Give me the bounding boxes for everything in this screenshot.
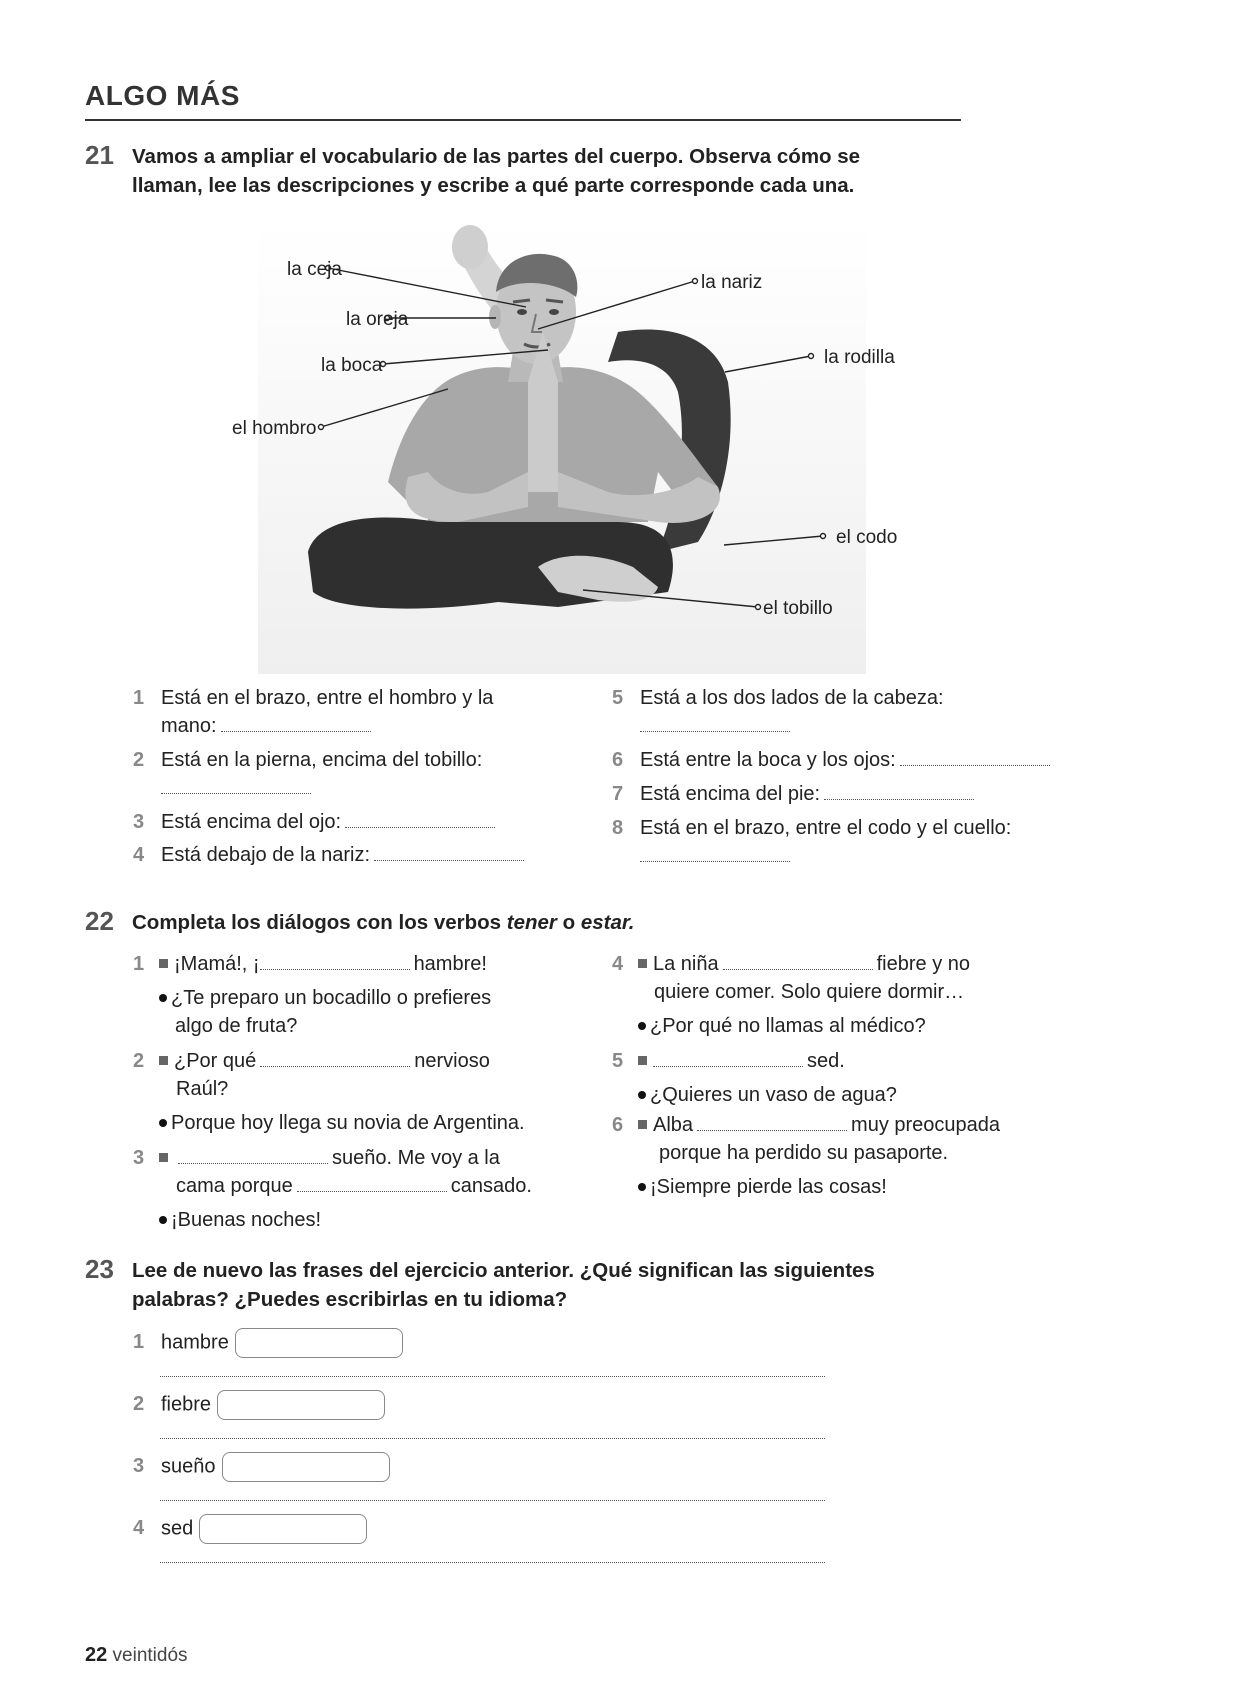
exercise-23-instruction-line2: palabras? ¿Puedes escribirlas en tu idioma?: [132, 1288, 568, 1311]
body-parts-photo: [232, 222, 898, 674]
ex21-item-2: 2 Está en la pierna, encima del tobillo:: [133, 746, 573, 802]
exercise-23-instruction-line1: Lee de nuevo las frases del ejercicio anterior. ¿Qué significan las siguientes: [132, 1259, 875, 1282]
exercise-22-number: 22: [85, 906, 114, 936]
ex23-item-4: 4 sed: [133, 1514, 367, 1544]
ex23-box-4[interactable]: [199, 1514, 367, 1544]
dialogue-4: 4 La niña fiebre y no quiere comer. Solo quiere dormir… ¿Por qué no llamas al médico?: [612, 953, 971, 1037]
ex21-answer-7[interactable]: [824, 799, 974, 800]
speaker-b-marker: [638, 1183, 646, 1191]
dialogue-1: 1 ¡Mamá!, ¡ hambre! ¿Te preparo un bocadillo o prefieres algo de fruta?: [133, 953, 492, 1037]
ex21-answer-1[interactable]: [221, 731, 371, 732]
exercise-23-number: 23: [85, 1254, 114, 1284]
exercise-21-instruction-line2: llaman, lee las descripciones y escribe a qué parte corresponde cada una.: [132, 174, 855, 197]
ex22-blank-3[interactable]: [178, 1163, 328, 1164]
exercise-21-instruction-line1: Vamos a ampliar el vocabulario de las partes del cuerpo. Observa cómo se: [132, 145, 861, 168]
label-el-tobillo: el tobillo: [763, 598, 833, 619]
ex23-item-1: 1 hambre: [133, 1328, 403, 1358]
ex23-answer-line-2[interactable]: [160, 1438, 825, 1439]
section-title: ALGO MÁS: [85, 80, 240, 111]
label-la-ceja: la ceja: [287, 259, 342, 280]
ex21-answer-3[interactable]: [345, 827, 495, 828]
page-footer: [85, 1644, 188, 1667]
exercise-22-instruction: Completa los diálogos con los verbos tener o estar.: [132, 911, 635, 934]
speaker-a-marker: [638, 959, 647, 968]
dialogue-5: 5 sed. ¿Quieres un vaso de agua?: [612, 1050, 897, 1106]
title-divider: [85, 119, 961, 121]
ex21-item-5: 5 Está a los dos lados de la cabeza:: [612, 684, 1082, 740]
ex21-item-7: 7 Está encima del pie:: [612, 780, 1082, 808]
dialogue-2: 2 ¿Por qué nervioso Raúl? Porque hoy llega su novia de Argentina.: [133, 1050, 525, 1134]
ex21-answer-4[interactable]: [374, 860, 524, 861]
ex21-answer-5[interactable]: [640, 731, 790, 732]
label-la-nariz: la nariz: [701, 272, 763, 293]
ex23-box-3[interactable]: [222, 1452, 390, 1482]
ex21-answer-6[interactable]: [900, 765, 1050, 766]
exercise-21-instruction: [132, 142, 860, 200]
dialogue-3: 3 sueño. Me voy a la cama porque cansado. ¡Buenas noches!: [133, 1147, 532, 1231]
ex21-item-3: 3 Está encima del ojo:: [133, 808, 573, 836]
ex22-blank-6[interactable]: [653, 1066, 803, 1067]
label-la-oreja: la oreja: [346, 309, 409, 330]
ex21-item-6: 6 Está entre la boca y los ojos:: [612, 746, 1082, 774]
speaker-a-marker: [159, 1153, 168, 1162]
label-el-hombro: el hombro: [232, 418, 317, 439]
ex23-answer-line-1[interactable]: [160, 1376, 825, 1377]
ex23-answer-line-4[interactable]: [160, 1562, 825, 1563]
speaker-a-marker: [159, 1056, 168, 1065]
ex21-answer-8[interactable]: [640, 861, 790, 862]
speaker-b-marker: [638, 1091, 646, 1099]
ex21-answer-2[interactable]: [161, 793, 311, 794]
exercise-21-number: 21: [85, 140, 114, 170]
speaker-b-marker: [159, 994, 167, 1002]
ex23-item-2: 2 fiebre: [133, 1390, 385, 1420]
ex21-item-4: 4 Está debajo de la nariz:: [133, 841, 573, 869]
speaker-a-marker: [159, 959, 168, 968]
page-number-word: veintidós: [112, 1645, 188, 1666]
dialogue-6: 6 Alba muy preocupada porque ha perdido su pasaporte. ¡Siempre pierde las cosas!: [612, 1114, 1001, 1198]
speaker-a-marker: [638, 1056, 647, 1065]
ex23-box-1[interactable]: [235, 1328, 403, 1358]
exercise-23-instruction: [132, 1256, 875, 1314]
speaker-b-marker: [638, 1022, 646, 1030]
ex22-blank-5[interactable]: [723, 969, 873, 970]
speaker-a-marker: [638, 1120, 647, 1129]
ex23-item-3: 3 sueño: [133, 1452, 390, 1482]
speaker-b-marker: [159, 1119, 167, 1127]
page-number: 22: [85, 1644, 108, 1666]
ex22-blank-7[interactable]: [697, 1130, 847, 1131]
ex23-answer-line-3[interactable]: [160, 1500, 825, 1501]
label-la-boca: la boca: [321, 355, 383, 376]
label-la-rodilla: la rodilla: [824, 347, 895, 368]
ex22-blank-4[interactable]: [297, 1191, 447, 1192]
speaker-b-marker: [159, 1216, 167, 1224]
ex22-blank-1[interactable]: [260, 969, 410, 970]
ex21-item-8: 8 Está en el brazo, entre el codo y el cuello:: [612, 814, 1082, 870]
ex23-box-2[interactable]: [217, 1390, 385, 1420]
ex22-blank-2[interactable]: [260, 1066, 410, 1067]
ex21-item-1: 1 Está en el brazo, entre el hombro y la mano:: [133, 687, 494, 737]
label-el-codo: el codo: [836, 527, 898, 548]
